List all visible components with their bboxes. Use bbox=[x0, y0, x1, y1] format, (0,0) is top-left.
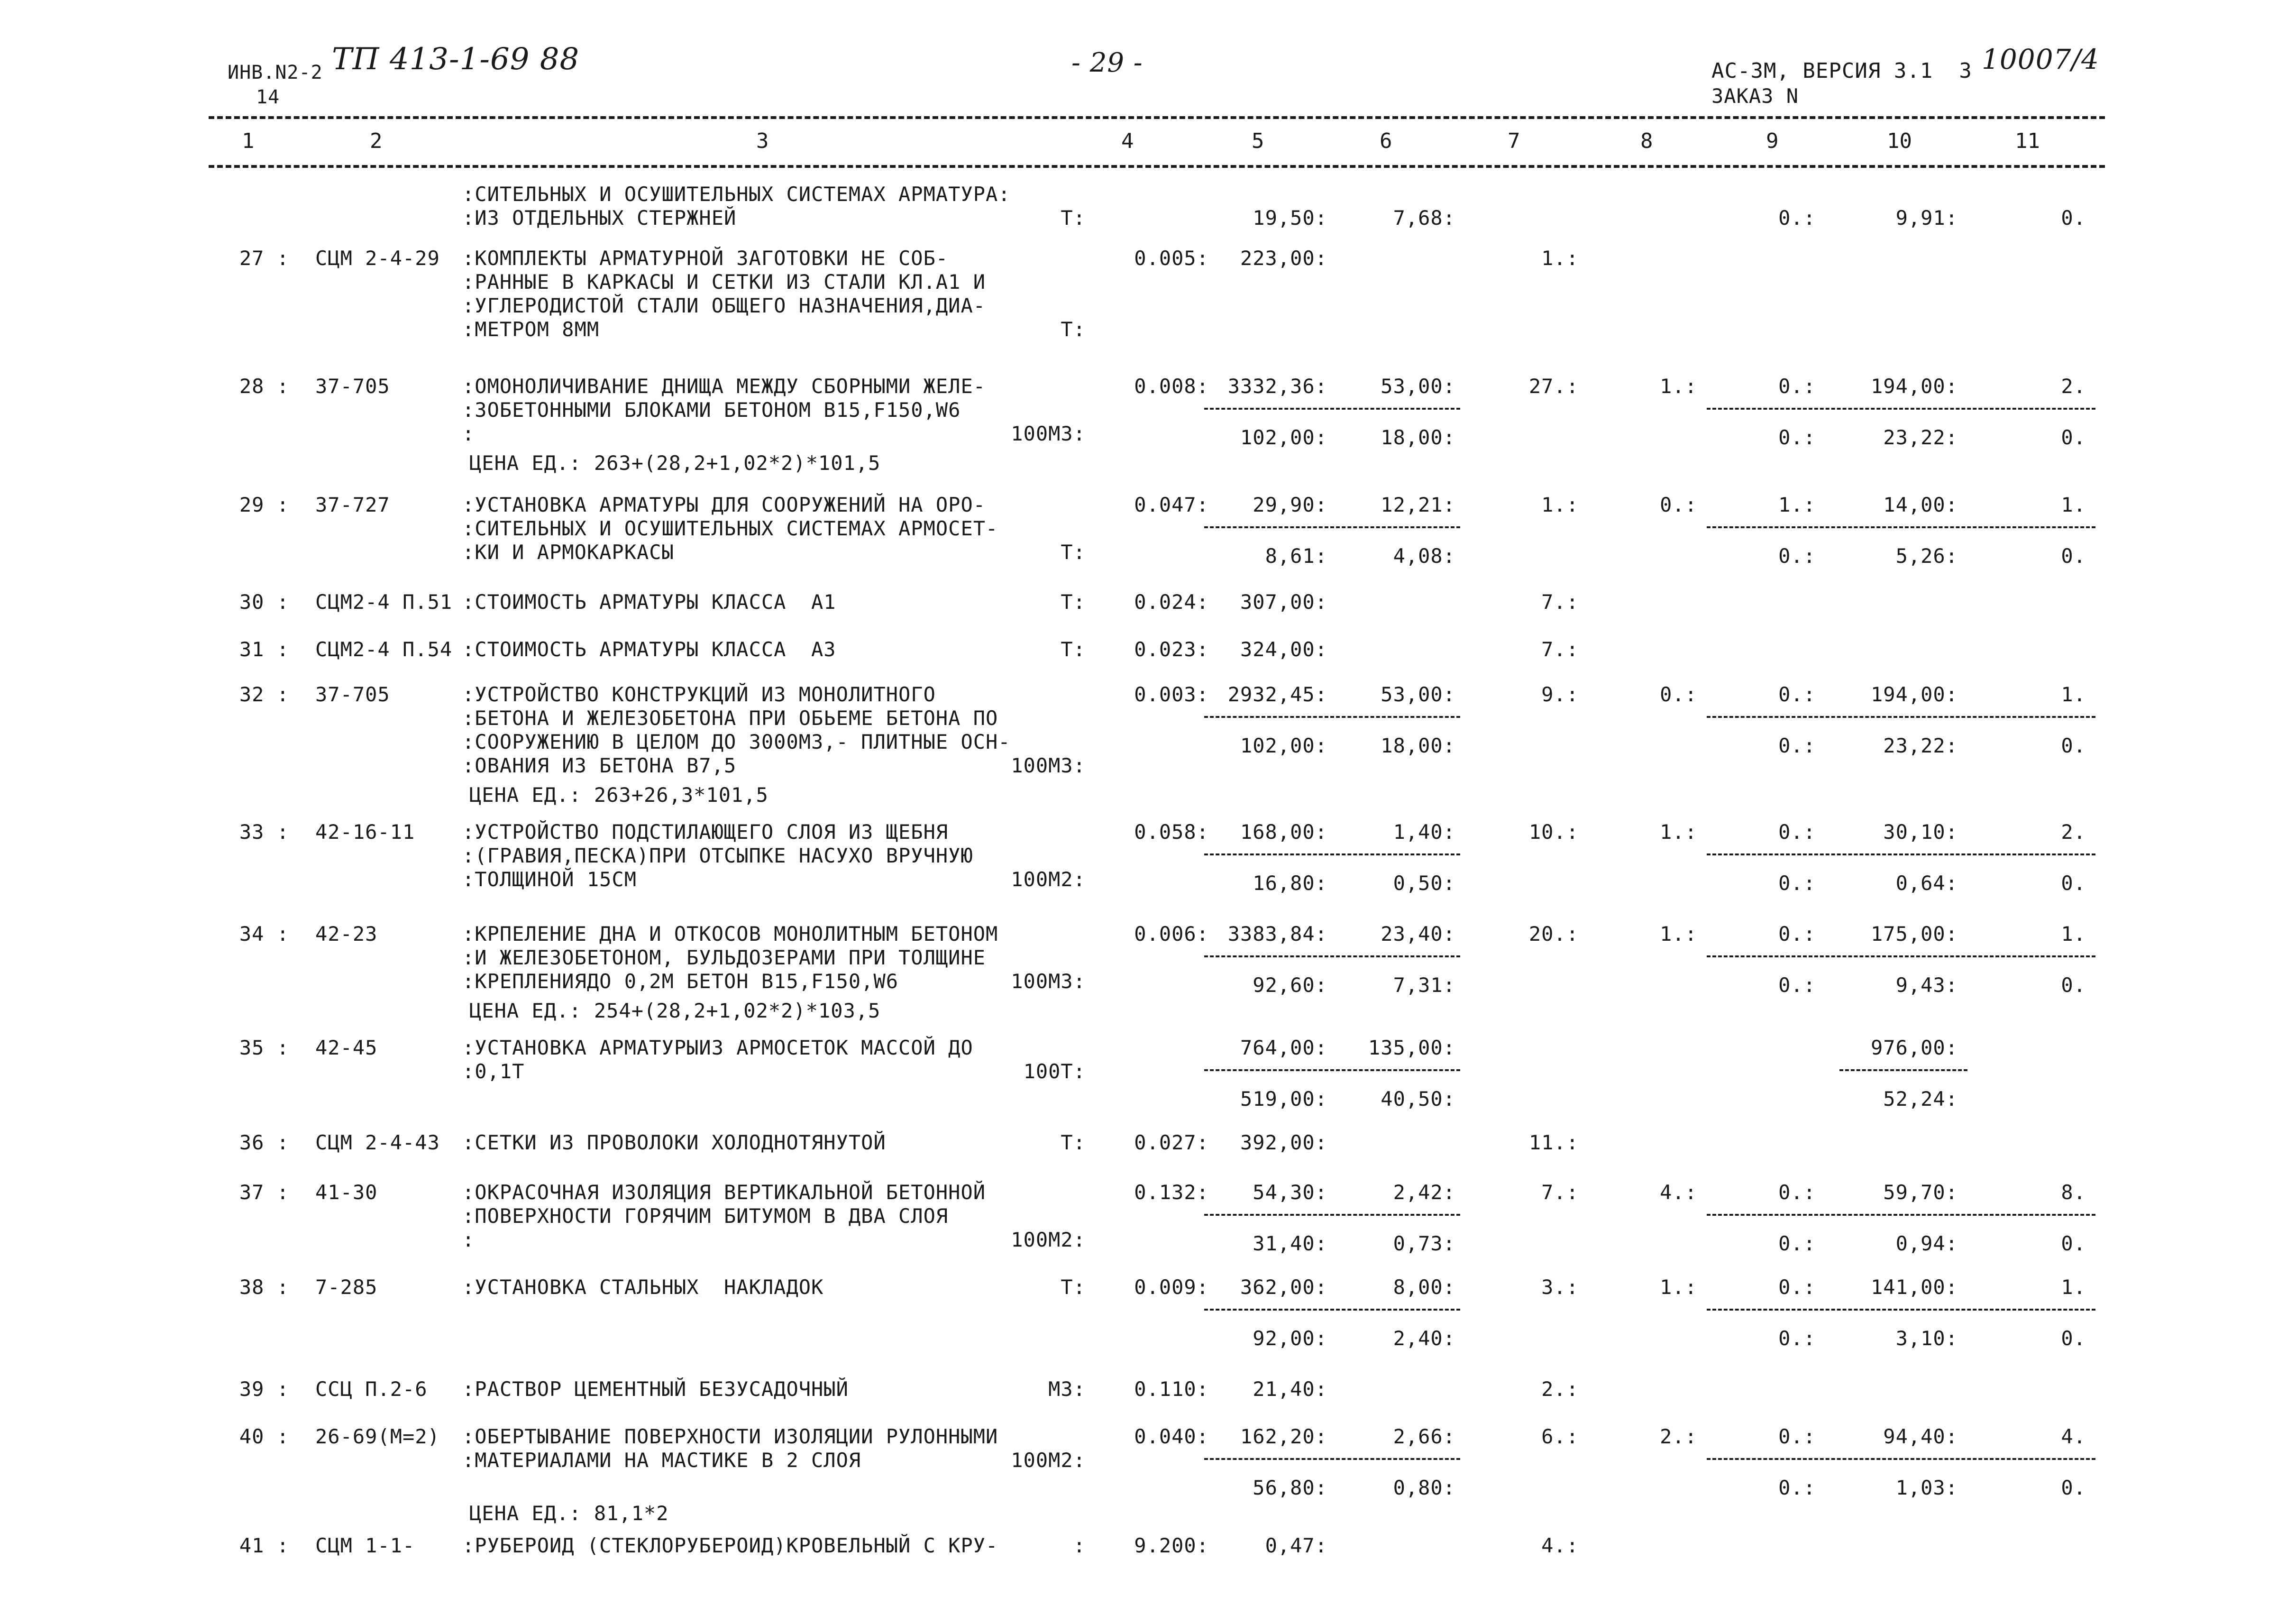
subtotal-c9: 0.: bbox=[1778, 973, 1816, 997]
subtotal-c11: 0. bbox=[2061, 872, 2086, 895]
description-line: : bbox=[462, 1228, 475, 1251]
page-number: - 29 - bbox=[1071, 47, 1143, 78]
subtotal-separator bbox=[1204, 1214, 1460, 1216]
subtotal-c6: 7,31: bbox=[1393, 973, 1455, 997]
subtotal-c6: 0,73: bbox=[1393, 1232, 1455, 1255]
cell-c6: 53,00: bbox=[1381, 683, 1455, 706]
cell-c10: 94,40: bbox=[1883, 1425, 1958, 1448]
subtotal-separator bbox=[1707, 853, 2095, 855]
subtotal-c9: 0.: bbox=[1778, 544, 1816, 568]
description-line: :РУБЕРОИД (СТЕКЛОРУБЕРОИД)КРОВЕЛЬНЫЙ С КРУ- bbox=[462, 1534, 998, 1557]
description-line: :(ГРАВИЯ,ПЕСКА)ПРИ ОТСЫПКЕ НАСУХО ВРУЧНУЮ bbox=[462, 844, 973, 867]
subtotal-c5: 102,00: bbox=[1240, 426, 1327, 449]
column-header: 3 bbox=[756, 129, 769, 153]
description-line: :УСТРОЙСТВО КОНСТРУКЦИЙ ИЗ МОНОЛИТНОГО bbox=[462, 683, 936, 706]
cell-c5: 3383,84: bbox=[1227, 922, 1327, 945]
description-line: :ТОЛЩИНОЙ 15СМ bbox=[462, 868, 637, 891]
cell-c11: 1. bbox=[2061, 922, 2086, 945]
cell-c8: 0.: bbox=[1660, 683, 1697, 706]
unit-price-formula: ЦЕНА ЕД.: 254+(28,2+1,02*2)*103,5 bbox=[469, 999, 881, 1022]
column-header: 4 bbox=[1121, 129, 1134, 153]
column-header-row bbox=[209, 127, 2105, 160]
column-header: 5 bbox=[1252, 129, 1264, 153]
description-line: :УСТАНОВКА СТАЛЬНЫХ НАКЛАДОК bbox=[462, 1275, 824, 1299]
unit: 100М3: bbox=[1011, 970, 1086, 993]
subtotal-c6: 18,00: bbox=[1381, 734, 1455, 757]
subtotal-c10: 23,22: bbox=[1883, 734, 1958, 757]
cell-c10: 14,00: bbox=[1883, 493, 1958, 516]
cell-c7: 4.: bbox=[1541, 1534, 1579, 1557]
row-number: 41 : bbox=[239, 1534, 289, 1557]
row-number: 38 : bbox=[239, 1275, 289, 1299]
cell-c6: 53,00: bbox=[1381, 375, 1455, 398]
subtotal-c5: 16,80: bbox=[1253, 872, 1327, 895]
subtotal-c6: 40,50: bbox=[1381, 1087, 1455, 1110]
subtotal-separator bbox=[1204, 955, 1460, 957]
description-line: :РАСТВОР ЦЕМЕНТНЫЙ БЕЗУСАДОЧНЫЙ bbox=[462, 1377, 849, 1401]
cell-c5: 29,90: bbox=[1253, 493, 1327, 516]
cell-c10: 976,00: bbox=[1870, 1036, 1958, 1059]
description-line: :УСТРОЙСТВО ПОДСТИЛАЮЩЕГО СЛОЯ ИЗ ЩЕБНЯ bbox=[462, 820, 949, 844]
row-number: 32 : bbox=[239, 683, 289, 706]
subtotal-c10: 23,22: bbox=[1883, 426, 1958, 449]
subtotal-c5: 102,00: bbox=[1240, 734, 1327, 757]
cell-c5: 324,00: bbox=[1240, 638, 1327, 661]
rate-code: СЦМ 1-1- bbox=[315, 1534, 415, 1557]
cell-col6: 7,68: bbox=[1393, 206, 1455, 229]
unit: Т: bbox=[1061, 590, 1086, 614]
subtotal-c10: 0,64: bbox=[1895, 872, 1958, 895]
description-line: : bbox=[462, 422, 475, 445]
rate-code: ССЦ П.2-6 bbox=[315, 1377, 428, 1401]
description-line: :МАТЕРИАЛАМИ НА МАСТИКЕ В 2 СЛОЯ bbox=[462, 1449, 861, 1472]
cell-c4: 0.008: bbox=[1134, 375, 1209, 398]
description-line: :ОВАНИЯ ИЗ БЕТОНА В7,5 bbox=[462, 754, 737, 777]
subtotal-c5: 31,40: bbox=[1253, 1232, 1327, 1255]
description-line: :ИЗ ОТДЕЛЬНЫХ СТЕРЖНЕЙ bbox=[462, 206, 737, 229]
subtotal-c5: 8,61: bbox=[1265, 544, 1327, 568]
description-line: :РАННЫЕ В КАРКАСЫ И СЕТКИ ИЗ СТАЛИ КЛ.А1 И bbox=[462, 270, 986, 294]
cell-c7: 2.: bbox=[1541, 1377, 1579, 1401]
subtotal-separator bbox=[1707, 526, 2095, 528]
subtotal-c5: 56,80: bbox=[1253, 1476, 1327, 1499]
cell-c8: 1.: bbox=[1660, 820, 1697, 844]
subtotal-c6: 0,50: bbox=[1393, 872, 1455, 895]
unit: 100М2: bbox=[1011, 1228, 1086, 1251]
description-line: :ОБЕРТЫВАНИЕ ПОВЕРХНОСТИ ИЗОЛЯЦИИ РУЛОННЫМИ bbox=[462, 1425, 998, 1448]
subtotal-c9: 0.: bbox=[1778, 734, 1816, 757]
unit: Т: bbox=[1061, 1131, 1086, 1154]
rate-code: СЦМ 2-4-29 bbox=[315, 247, 440, 270]
column-header: 7 bbox=[1508, 129, 1520, 153]
row-number: 29 : bbox=[239, 493, 289, 516]
column-header: 6 bbox=[1380, 129, 1392, 153]
sheet-number: 14 bbox=[256, 86, 280, 108]
subtotal-separator bbox=[1707, 716, 2095, 718]
column-header: 1 bbox=[242, 129, 255, 153]
cell-c5: 54,30: bbox=[1253, 1181, 1327, 1204]
cell-c11: 8. bbox=[2061, 1181, 2086, 1204]
column-header: 10 bbox=[1887, 129, 1912, 153]
cell-c5: 362,00: bbox=[1240, 1275, 1327, 1299]
cell-c5: 764,00: bbox=[1240, 1036, 1327, 1059]
cell-c7: 1.: bbox=[1541, 247, 1579, 270]
cell-c8: 4.: bbox=[1660, 1181, 1697, 1204]
unit: Т: bbox=[1061, 318, 1086, 341]
cell-c5: 21,40: bbox=[1253, 1377, 1327, 1401]
cell-c7: 7.: bbox=[1541, 1181, 1579, 1204]
row-number: 40 : bbox=[239, 1425, 289, 1448]
cell-c5: 2932,45: bbox=[1227, 683, 1327, 706]
description-line: :УСТАНОВКА АРМАТУРЫИЗ АРМОСЕТОК МАССОЙ ДО bbox=[462, 1036, 973, 1059]
cell-c9: 0.: bbox=[1778, 1425, 1816, 1448]
unit-price-formula: ЦЕНА ЕД.: 81,1*2 bbox=[469, 1502, 669, 1525]
rate-code: 41-30 bbox=[315, 1181, 378, 1204]
subtotal-c11: 0. bbox=[2061, 1232, 2086, 1255]
cell-c10: 175,00: bbox=[1870, 922, 1958, 945]
subtotal-c9: 0.: bbox=[1778, 1232, 1816, 1255]
cell-c9: 0.: bbox=[1778, 683, 1816, 706]
column-header: 2 bbox=[370, 129, 383, 153]
subtotal-separator bbox=[1204, 1069, 1460, 1071]
subtotal-separator bbox=[1204, 853, 1460, 855]
unit: 100М3: bbox=[1011, 422, 1086, 445]
cell-c4: 0.027: bbox=[1134, 1131, 1209, 1154]
subtotal-c11: 0. bbox=[2061, 1476, 2086, 1499]
cell-c9: 1.: bbox=[1778, 493, 1816, 516]
handwritten-order-number: 10007/4 bbox=[1982, 43, 2099, 75]
cell-c4: 0.003: bbox=[1134, 683, 1209, 706]
cell-c10: 59,70: bbox=[1883, 1181, 1958, 1204]
description-line: :СТОИМОСТЬ АРМАТУРЫ КЛАССА А1 bbox=[462, 590, 836, 614]
cell-c11: 1. bbox=[2061, 1275, 2086, 1299]
subtotal-separator bbox=[1839, 1069, 1967, 1071]
description-line: :0,1Т bbox=[462, 1060, 525, 1083]
unit: 100Т: bbox=[1023, 1060, 1086, 1083]
subtotal-c9: 0.: bbox=[1778, 426, 1816, 449]
cell-c9: 0.: bbox=[1778, 820, 1816, 844]
cell-c5: 0,47: bbox=[1265, 1534, 1327, 1557]
cell-col5: 19,50: bbox=[1253, 206, 1327, 229]
cell-c11: 2. bbox=[2061, 375, 2086, 398]
subtotal-separator bbox=[1204, 716, 1460, 718]
subtotal-separator bbox=[1204, 526, 1460, 528]
cell-c7: 3.: bbox=[1541, 1275, 1579, 1299]
unit-price-formula: ЦЕНА ЕД.: 263+(28,2+1,02*2)*101,5 bbox=[469, 451, 881, 475]
inventory-label: ИНВ.N2-2 bbox=[228, 62, 323, 83]
row-number: 27 : bbox=[239, 247, 289, 270]
description-line: :ОКРАСОЧНАЯ ИЗОЛЯЦИЯ ВЕРТИКАЛЬНОЙ БЕТОННОЙ bbox=[462, 1181, 986, 1204]
unit: : bbox=[1073, 1534, 1086, 1557]
description-line: :УСТАНОВКА АРМАТУРЫ ДЛЯ СООРУЖЕНИЙ НА ОРО- bbox=[462, 493, 986, 516]
unit: 100М3: bbox=[1011, 754, 1086, 777]
row-number: 35 : bbox=[239, 1036, 289, 1059]
unit: М3: bbox=[1048, 1377, 1086, 1401]
subtotal-c10: 3,10: bbox=[1895, 1327, 1958, 1350]
unit: Т: bbox=[1061, 638, 1086, 661]
cell-c11: 1. bbox=[2061, 683, 2086, 706]
unit: Т: bbox=[1061, 541, 1086, 564]
description-line: :КРЕПЛЕНИЯДО 0,2М БЕТОН В15,F150,W6 bbox=[462, 970, 899, 993]
subtotal-separator bbox=[1707, 1214, 2095, 1216]
cell-c4: 0.006: bbox=[1134, 922, 1209, 945]
subtotal-c5: 519,00: bbox=[1240, 1087, 1327, 1110]
rate-code: 26-69(М=2) bbox=[315, 1425, 440, 1448]
cell-c10: 194,00: bbox=[1870, 375, 1958, 398]
cell-c8: 2.: bbox=[1660, 1425, 1697, 1448]
cell-c4: 0.009: bbox=[1134, 1275, 1209, 1299]
description-line: :ПОВЕРХНОСТИ ГОРЯЧИМ БИТУМОМ В ДВА СЛОЯ bbox=[462, 1204, 949, 1228]
order-label: ЗАКАЗ N bbox=[1711, 84, 1799, 108]
header-bottom-rule bbox=[209, 165, 2105, 168]
cell-c4: 0.040: bbox=[1134, 1425, 1209, 1448]
description-line: :БЕТОНА И ЖЕЛЕЗОБЕТОНА ПРИ ОБЬЕМЕ БЕТОНА ПО bbox=[462, 706, 998, 730]
rate-code: 7-285 bbox=[315, 1275, 378, 1299]
cell-c8: 1.: bbox=[1660, 375, 1697, 398]
unit: 100М2: bbox=[1011, 868, 1086, 891]
subtotal-separator bbox=[1707, 955, 2095, 957]
cell-c9: 0.: bbox=[1778, 1181, 1816, 1204]
description-line: :СТОИМОСТЬ АРМАТУРЫ КЛАССА А3 bbox=[462, 638, 836, 661]
cell-c8: 0.: bbox=[1660, 493, 1697, 516]
description-line: :ОМОНОЛИЧИВАНИЕ ДНИЩА МЕЖДУ СБОРНЫМИ ЖЕЛЕ- bbox=[462, 375, 986, 398]
subtotal-separator bbox=[1707, 408, 2095, 410]
unit-price-formula: ЦЕНА ЕД.: 263+26,3*101,5 bbox=[469, 783, 768, 807]
description-line: :СИТЕЛЬНЫХ И ОСУШИТЕЛЬНЫХ СИСТЕМАХ АРМОСЕТ- bbox=[462, 517, 998, 540]
cell-c7: 20.: bbox=[1528, 922, 1579, 945]
cell-c5: 162,20: bbox=[1240, 1425, 1327, 1448]
description-line: :МЕТРОМ 8ММ bbox=[462, 318, 600, 341]
cell-c7: 6.: bbox=[1541, 1425, 1579, 1448]
cell-c6: 8,00: bbox=[1393, 1275, 1455, 1299]
cell-c6: 2,42: bbox=[1393, 1181, 1455, 1204]
cell-c11: 2. bbox=[2061, 820, 2086, 844]
cell-c6: 1,40: bbox=[1393, 820, 1455, 844]
cell-c4: 0.058: bbox=[1134, 820, 1209, 844]
cell-c7: 10.: bbox=[1528, 820, 1579, 844]
cell-c9: 0.: bbox=[1778, 375, 1816, 398]
subtotal-c10: 5,26: bbox=[1895, 544, 1958, 568]
row-number: 39 : bbox=[239, 1377, 289, 1401]
subtotal-c6: 2,40: bbox=[1393, 1327, 1455, 1350]
rate-code: СЦМ 2-4-43 bbox=[315, 1131, 440, 1154]
description-line: :СООРУЖЕНИЮ В ЦЕЛОМ ДО 3000М3,- ПЛИТНЫЕ ОСН- bbox=[462, 730, 1011, 753]
description-line: :УГЛЕРОДИСТОЙ СТАЛИ ОБЩЕГО НАЗНАЧЕНИЯ,ДИА- bbox=[462, 294, 986, 317]
subtotal-c11: 0. bbox=[2061, 1327, 2086, 1350]
handwritten-document-code: ТП 413-1-69 88 bbox=[332, 42, 580, 77]
subtotal-separator bbox=[1204, 408, 1460, 410]
description-line: :СИТЕЛЬНЫХ И ОСУШИТЕЛЬНЫХ СИСТЕМАХ АРМАТУРА: bbox=[462, 183, 1011, 206]
rate-code: 37-705 bbox=[315, 683, 390, 706]
row-number: 34 : bbox=[239, 922, 289, 945]
cell-c10: 194,00: bbox=[1870, 683, 1958, 706]
cell-c6: 23,40: bbox=[1381, 922, 1455, 945]
subtotal-c11: 0. bbox=[2061, 544, 2086, 568]
cell-c5: 168,00: bbox=[1240, 820, 1327, 844]
rate-code: 42-23 bbox=[315, 922, 378, 945]
cell-c7: 27.: bbox=[1528, 375, 1579, 398]
subtotal-c9: 0.: bbox=[1778, 872, 1816, 895]
row-number: 30 : bbox=[239, 590, 289, 614]
cell-col9: 0.: bbox=[1778, 206, 1816, 229]
cell-c11: 4. bbox=[2061, 1425, 2086, 1448]
column-header: 9 bbox=[1766, 129, 1779, 153]
rate-code: СЦМ2-4 П.54 bbox=[315, 638, 453, 661]
subtotal-c10: 52,24: bbox=[1883, 1087, 1958, 1110]
rate-code: 42-45 bbox=[315, 1036, 378, 1059]
cell-c6: 2,66: bbox=[1393, 1425, 1455, 1448]
description-line: :КИ И АРМОКАРКАСЫ bbox=[462, 541, 674, 564]
description-line: :КОМПЛЕКТЫ АРМАТУРНОЙ ЗАГОТОВКИ НЕ СОБ- bbox=[462, 247, 949, 270]
subtotal-c6: 4,08: bbox=[1393, 544, 1455, 568]
cell-c9: 0.: bbox=[1778, 1275, 1816, 1299]
cell-c5: 3332,36: bbox=[1227, 375, 1327, 398]
cell-c5: 307,00: bbox=[1240, 590, 1327, 614]
cell-c6: 135,00: bbox=[1368, 1036, 1455, 1059]
cell-c4: 0.023: bbox=[1134, 638, 1209, 661]
cell-c4: 0.005: bbox=[1134, 247, 1209, 270]
cell-c7: 7.: bbox=[1541, 590, 1579, 614]
unit: Т: bbox=[1061, 206, 1086, 229]
program-version: АС-3М, ВЕРСИЯ 3.1 3 bbox=[1711, 59, 1972, 83]
subtotal-c11: 0. bbox=[2061, 973, 2086, 997]
rate-code: 37-705 bbox=[315, 375, 390, 398]
subtotal-c5: 92,60: bbox=[1253, 973, 1327, 997]
column-header: 11 bbox=[2015, 129, 2040, 153]
cell-c5: 392,00: bbox=[1240, 1131, 1327, 1154]
cell-c10: 30,10: bbox=[1883, 820, 1958, 844]
cell-c5: 223,00: bbox=[1240, 247, 1327, 270]
subtotal-separator bbox=[1204, 1309, 1460, 1311]
cell-c7: 1.: bbox=[1541, 493, 1579, 516]
cell-c7: 9.: bbox=[1541, 683, 1579, 706]
subtotal-c9: 0.: bbox=[1778, 1476, 1816, 1499]
subtotal-separator bbox=[1204, 1458, 1460, 1460]
subtotal-c6: 18,00: bbox=[1381, 426, 1455, 449]
row-number: 28 : bbox=[239, 375, 289, 398]
cell-c7: 11.: bbox=[1528, 1131, 1579, 1154]
subtotal-c11: 0. bbox=[2061, 734, 2086, 757]
header-top-rule bbox=[209, 116, 2105, 119]
subtotal-c10: 9,43: bbox=[1895, 973, 1958, 997]
subtotal-separator bbox=[1707, 1458, 2095, 1460]
cell-c9: 0.: bbox=[1778, 922, 1816, 945]
column-header: 8 bbox=[1640, 129, 1653, 153]
cell-col11: 0. bbox=[2061, 206, 2086, 229]
description-line: :КРПЕЛЕНИЕ ДНА И ОТКОСОВ МОНОЛИТНЫМ БЕТОНОМ bbox=[462, 922, 998, 945]
cell-c4: 0.047: bbox=[1134, 493, 1209, 516]
subtotal-c10: 1,03: bbox=[1895, 1476, 1958, 1499]
cell-c10: 141,00: bbox=[1870, 1275, 1958, 1299]
rate-code: 37-727 bbox=[315, 493, 390, 516]
cell-c11: 1. bbox=[2061, 493, 2086, 516]
cell-c4: 0.110: bbox=[1134, 1377, 1209, 1401]
row-number: 31 : bbox=[239, 638, 289, 661]
rate-code: СЦМ2-4 П.51 bbox=[315, 590, 453, 614]
subtotal-c10: 0,94: bbox=[1895, 1232, 1958, 1255]
cell-col10: 9,91: bbox=[1895, 206, 1958, 229]
subtotal-separator bbox=[1707, 1309, 2095, 1311]
rate-code: 42-16-11 bbox=[315, 820, 415, 844]
cell-c6: 12,21: bbox=[1381, 493, 1455, 516]
cell-c4: 0.132: bbox=[1134, 1181, 1209, 1204]
cell-c8: 1.: bbox=[1660, 1275, 1697, 1299]
subtotal-c6: 0,80: bbox=[1393, 1476, 1455, 1499]
cell-c8: 1.: bbox=[1660, 922, 1697, 945]
cell-c7: 7.: bbox=[1541, 638, 1579, 661]
unit: 100М2: bbox=[1011, 1449, 1086, 1472]
subtotal-c5: 92,00: bbox=[1253, 1327, 1327, 1350]
row-number: 33 : bbox=[239, 820, 289, 844]
row-number: 37 : bbox=[239, 1181, 289, 1204]
description-line: :И ЖЕЛЕЗОБЕТОНОМ, БУЛЬДОЗЕРАМИ ПРИ ТОЛЩИНЕ bbox=[462, 946, 986, 969]
subtotal-c11: 0. bbox=[2061, 426, 2086, 449]
cell-c4: 9.200: bbox=[1134, 1534, 1209, 1557]
unit: Т: bbox=[1061, 1275, 1086, 1299]
subtotal-c9: 0.: bbox=[1778, 1327, 1816, 1350]
row-number: 36 : bbox=[239, 1131, 289, 1154]
description-line: :СЕТКИ ИЗ ПРОВОЛОКИ ХОЛОДНОТЯНУТОЙ bbox=[462, 1131, 886, 1154]
description-line: :ЗОБЕТОННЫМИ БЛОКАМИ БЕТОНОМ В15,F150,W6 bbox=[462, 398, 961, 422]
cell-c4: 0.024: bbox=[1134, 590, 1209, 614]
